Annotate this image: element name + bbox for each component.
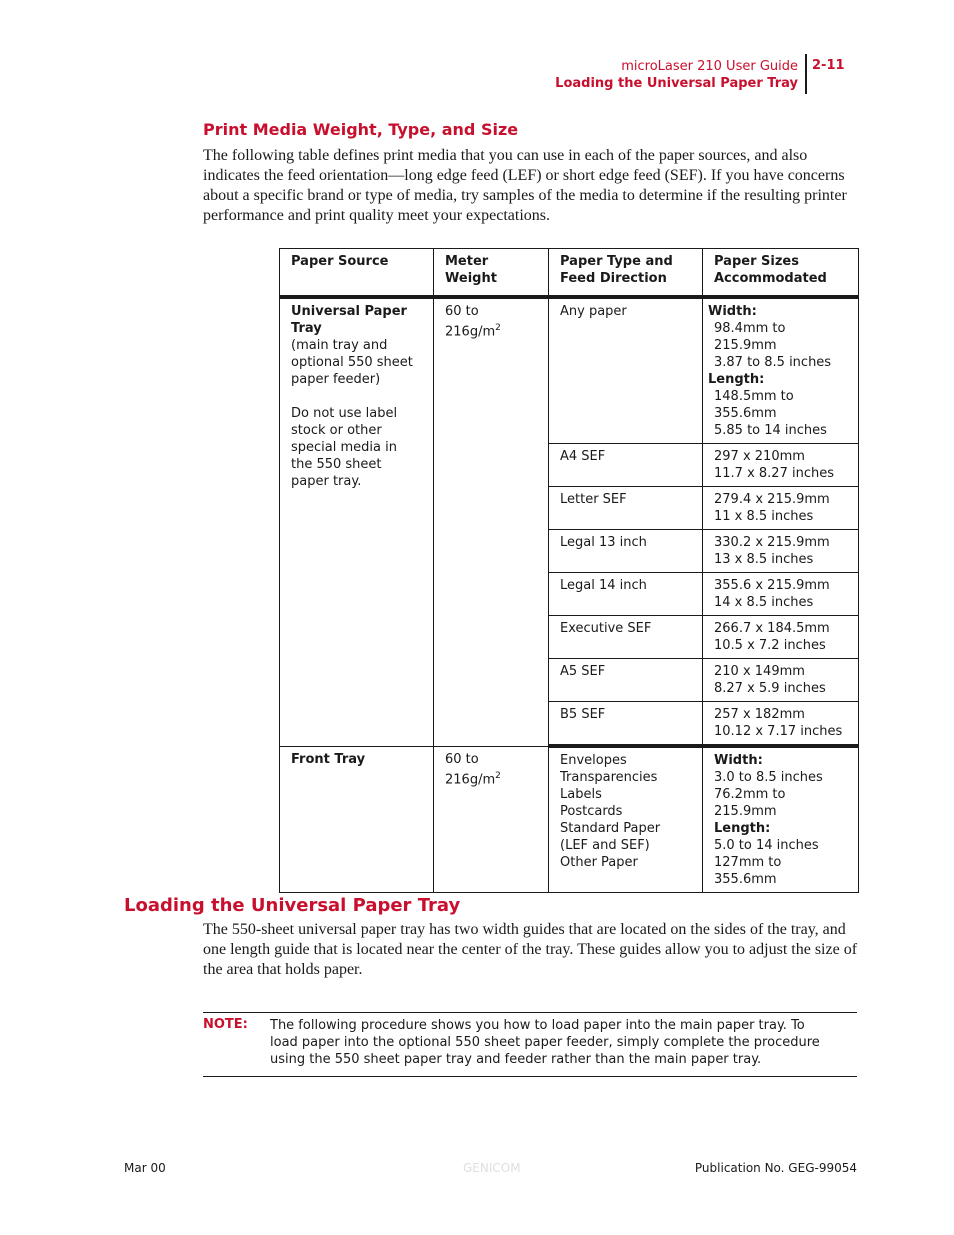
header-paper-source: Paper Source [280, 249, 434, 298]
universal-tray-weight: 60 to $216g/m^2$ [434, 297, 549, 746]
universal-tray-desc: (main tray and optional 550 sheet paper feeder) [291, 338, 413, 387]
paper-size: 279.4 x 215.9mm 11 x 8.5 inches [703, 487, 859, 530]
subsection-intro: The following table defines print media that you can use in each of the paper sources, and also indicates the feed orientation—long edge feed (LEF) or short edge feed (SEF). If you have concerns about a specific brand or type of media, try samples of the media to determine if the resulting printer performance and print quality meet your expectations. [203, 147, 847, 224]
paper-type: Legal 13 inch [549, 530, 703, 573]
universal-tray-warning: Do not use label stock or other special media in the 550 sheet paper tray. [291, 406, 398, 489]
header-paper-type: Paper Type and Feed Direction [549, 249, 703, 298]
paper-type: Any paper [549, 297, 703, 444]
front-tray-weight: 60 to $216g/m^2$ [434, 746, 549, 893]
paper-type: Letter SEF [549, 487, 703, 530]
section-title: Loading the Universal Paper Tray [124, 895, 461, 916]
paper-size: 257 x 182mm 10.12 x 7.17 inches [703, 702, 859, 747]
paper-type: Legal 14 inch [549, 573, 703, 616]
paper-size: 297 x 210mm 11.7 x 8.27 inches [703, 444, 859, 487]
paper-type: A5 SEF [549, 659, 703, 702]
universal-tray-title: Universal Paper Tray [291, 304, 407, 336]
paper-type: B5 SEF [549, 702, 703, 747]
paper-size: 210 x 149mm 8.27 x 5.9 inches [703, 659, 859, 702]
universal-tray-source [280, 297, 434, 746]
header-divider [805, 54, 807, 94]
table-row [280, 297, 859, 444]
note-text: The following procedure shows you how to load paper into the main paper tray. To load paper into the optional 550 sheet paper feeder, simply complete the procedure using the 550 sheet paper tray and feeder rather than the main paper tray. [270, 1018, 820, 1067]
header-paper-sizes: Paper Sizes Accommodated [703, 249, 859, 298]
header-meter-weight: Meter Weight [434, 249, 549, 298]
footer-brand-watermark: GENICOM [463, 1161, 521, 1175]
guide-title: microLaser 210 User Guide [621, 59, 798, 74]
print-media-table [279, 248, 859, 893]
paper-size: Width: 98.4mm to 215.9mm 3.87 to 8.5 inches Length: 148.5mm to 355.6mm 5.85 to 14 inches [703, 297, 859, 444]
paper-size: 355.6 x 215.9mm 14 x 8.5 inches [703, 573, 859, 616]
table-row [280, 746, 859, 893]
paper-size: 266.7 x 184.5mm 10.5 x 7.2 inches [703, 616, 859, 659]
note-bottom-rule [203, 1076, 857, 1077]
paper-type: A4 SEF [549, 444, 703, 487]
running-section-title: Loading the Universal Paper Tray [555, 76, 798, 91]
footer-publication: Publication No. GEG-99054 [694, 1161, 857, 1175]
page-number: 2-11 [812, 58, 845, 73]
paper-size: 330.2 x 215.9mm 13 x 8.5 inches [703, 530, 859, 573]
subsection-title: Print Media Weight, Type, and Size [203, 120, 519, 139]
note-top-rule [203, 1012, 857, 1013]
front-tray-sizes: Width: 3.0 to 8.5 inches 76.2mm to 215.9mm Length: 5.0 to 14 inches 127mm to 355.6mm [703, 746, 859, 893]
running-header [555, 58, 798, 92]
footer-date: Mar 00 [124, 1161, 166, 1175]
front-tray-types: Envelopes Transparencies Labels Postcards Standard Paper (LEF and SEF) Other Paper [549, 746, 703, 893]
section-intro: The 550-sheet universal paper tray has two width guides that are located on the sides of the tray, and one length guide that is located near the center of the tray. These guides allow you to adjust the size of the area that holds paper. [203, 921, 858, 978]
note-label: NOTE: [203, 1017, 248, 1032]
paper-type: Executive SEF [549, 616, 703, 659]
front-tray-source: Front Tray [280, 746, 434, 893]
table-header-row [280, 249, 859, 298]
